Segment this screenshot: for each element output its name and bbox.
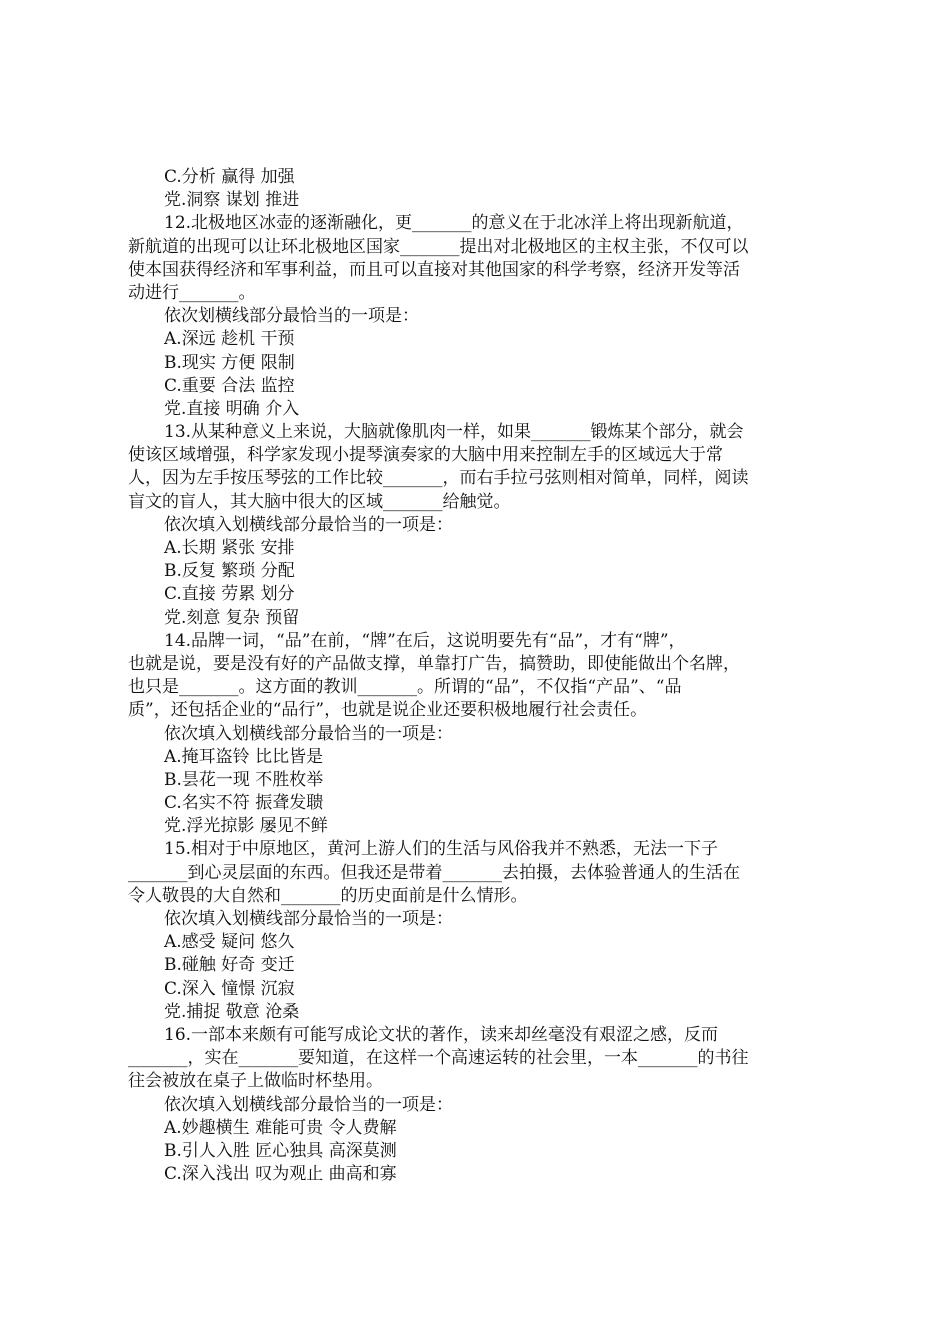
text-line: 依次填入划横线部分最恰当的一项是： — [164, 723, 453, 744]
text-line: B.现实 方便 限制 — [164, 352, 295, 373]
text-line: C.直接 劳累 划分 — [164, 584, 295, 605]
text-line: B.碰触 好奇 变迁 — [164, 955, 295, 976]
document-page — [128, 166, 833, 1186]
text-line: 使该区域增强，科学家发现小提琴演奏家的大脑中用来控制左手的区域远大于常 — [128, 445, 723, 466]
text-line: 15.相对于中原地区，黄河上游人们的生活与风俗我并不熟悉，无法一下子 — [164, 839, 719, 860]
text-line: 人，因为左手按压琴弦的工作比较_______，而右手拉弓弦则相对简单，同样，阅读 — [128, 468, 749, 489]
text-line: 依次填入划横线部分最恰当的一项是： — [164, 514, 453, 535]
text-line: B.反复 繁琐 分配 — [164, 561, 295, 582]
text-line: 盲文的盲人，其大脑中很大的区域_______给触觉。 — [128, 491, 511, 512]
text-line: 也只是_______。这方面的教训_______。所谓的“品”，不仅指“产品”、“品 — [128, 677, 682, 698]
text-line: 依次填入划横线部分最恰当的一项是： — [164, 909, 453, 929]
text-line: A.感受 疑问 悠久 — [164, 932, 295, 953]
text-line: 令人敬畏的大自然和_______的历史面前是什么情形。 — [128, 885, 528, 906]
text-line: 使本国获得经济和军事利益，而且可以直接对其他国家的科学考察，经济开发等活 — [128, 259, 740, 280]
text-line: B.昙花一现 不胜枚举 — [164, 769, 324, 790]
text-line: C.分析 赢得 加强 — [164, 167, 295, 187]
text-line: 13.从某种意义上来说，大脑就像肌肉一样，如果_______锻炼某个部分，就会 — [164, 422, 744, 443]
text-line: 党.洞察 谋划 推进 — [164, 190, 300, 211]
text-line: 往会被放在桌子上做临时杯垫用。 — [128, 1071, 383, 1092]
text-line: 动进行_______。 — [128, 282, 256, 303]
text-line: 12.北极地区冰壶的逐渐融化，更_______的意义在于北冰洋上将出现新航道， — [164, 213, 744, 234]
text-line: 党.直接 明确 介入 — [164, 398, 300, 419]
text-line: 党.刻意 复杂 预留 — [164, 607, 300, 628]
text-line: A.长期 紧张 安排 — [164, 538, 295, 558]
text-line: 新航道的出现可以让环北极地区国家_______提出对北极地区的主权主张，不仅可以 — [128, 236, 749, 257]
text-line: A.妙趣横生 难能可贵 令人费解 — [164, 1117, 397, 1138]
text-line: _______到心灵层面的东西。但我还是带着_______去拍摄，去体验普通人的生活在 — [128, 862, 740, 883]
text-line: A.掩耳盗铃 比比皆是 — [164, 746, 324, 767]
text-line: C.深入浅出 叹为观止 曲高和寡 — [164, 1164, 397, 1185]
text-line: C.深入 憧憬 沉寂 — [164, 978, 295, 999]
text-line: _______，实在_______要知道，在这样一个高速运转的社会里，一本_______的书往 — [128, 1048, 749, 1069]
text-line: C.重要 合法 监控 — [164, 375, 295, 396]
text-line: 质”，还包括企业的“品行”，也就是说企业还要积极地履行社会责任。 — [128, 700, 648, 721]
text-line: 14.品牌一词，“品”在前，“牌”在后，这说明要先有“品”，才有“牌”， — [164, 630, 686, 651]
text-line: C.名实不符 振聋发聩 — [164, 793, 324, 814]
text-line: 也就是说，要是没有好的产品做支撑，单靠打广告，搞赞助，即使能做出个名牌， — [128, 653, 740, 674]
text-line: 依次填入划横线部分最恰当的一项是： — [164, 1094, 453, 1115]
text-line: A.深远 趁机 干预 — [164, 329, 295, 350]
text-line: 16.一部本来颇有可能写成论文状的著作，读来却丝毫没有艰涩之感，反而 — [164, 1024, 719, 1045]
text-line: 依次划横线部分最恰当的一项是： — [164, 306, 419, 327]
text-line: 党.捕捉 敬意 沧桑 — [164, 1001, 300, 1022]
text-line: B.引人入胜 匠心独具 高深莫测 — [164, 1140, 397, 1161]
text-line: 党.浮光掠影 屡见不鲜 — [164, 816, 328, 837]
